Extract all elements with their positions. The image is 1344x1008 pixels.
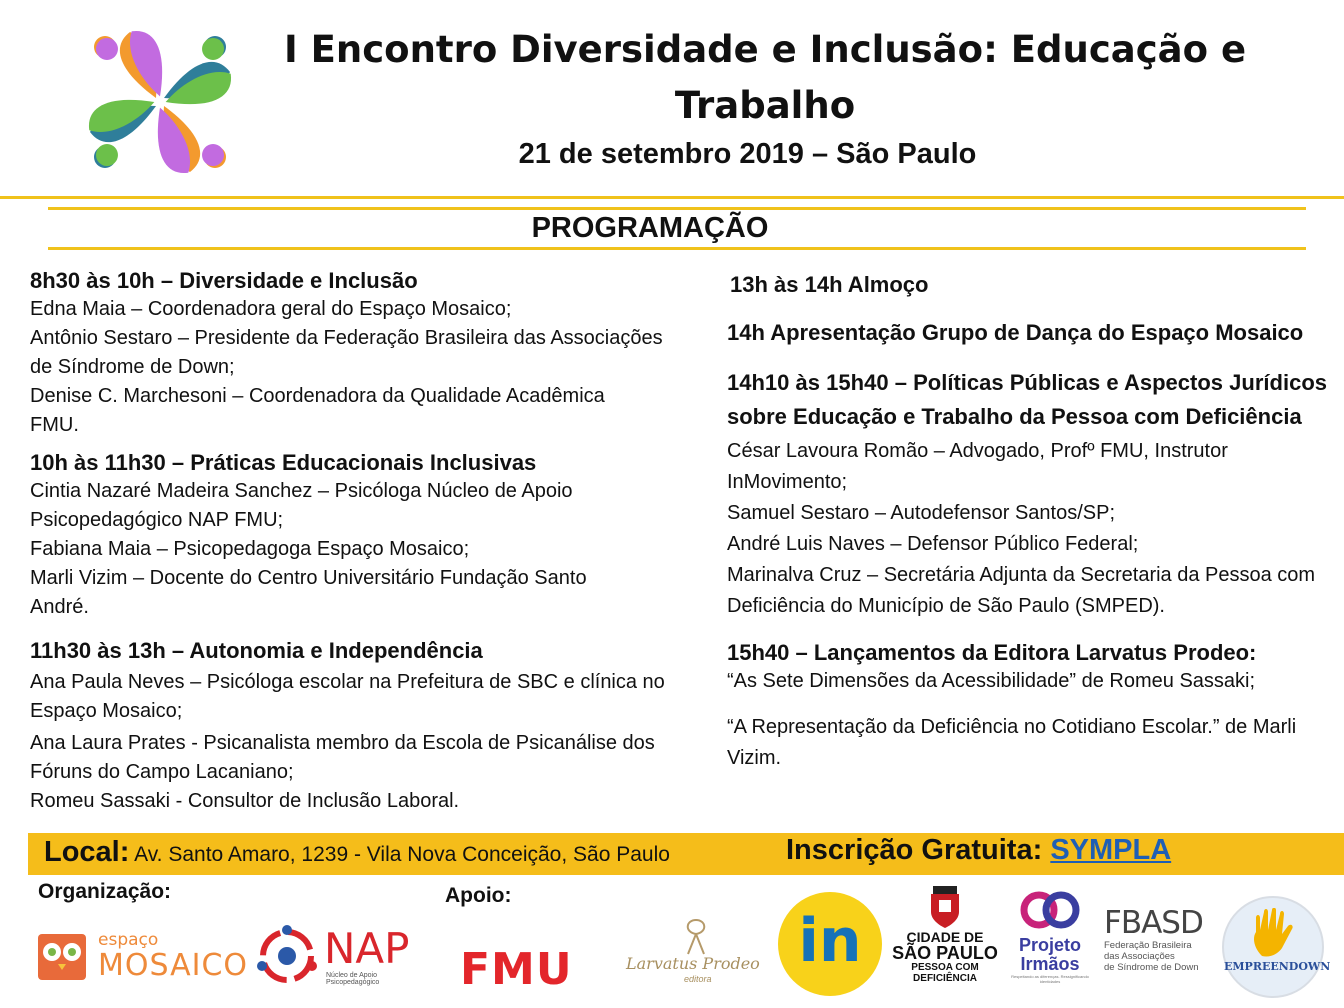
inmovimento-logo [778, 892, 882, 996]
location-label: Local: [44, 836, 130, 868]
program-left-column [30, 266, 710, 816]
projeto-irmaos-logo [1008, 886, 1092, 994]
in-text: in [798, 906, 862, 976]
linked-circles-icon [1015, 886, 1085, 936]
speaker-line: FMU. [30, 414, 79, 436]
fbasd-line3: de Síndrome de Down [1104, 962, 1199, 973]
event-title [270, 22, 1260, 134]
speaker-line: Antônio Sestaro – Presidente da Federação Brasileira das Associações [30, 327, 663, 349]
event-title-line1: I Encontro Diversidade e Inclusão: Educação e [283, 28, 1247, 71]
speaker-line: Edna Maia – Coordenadora geral do Espaço Mosaico; [30, 298, 512, 320]
speaker-line: Psicopedagógico NAP FMU; [30, 509, 284, 531]
registration [786, 834, 1171, 867]
divider-prog-top [48, 207, 1306, 210]
cidade-line3: PESSOA COM [911, 962, 979, 973]
divider-prog-bottom [48, 247, 1306, 250]
speaker-line: Denise C. Marchesoni – Coordenadora da Qualidade Acadêmica [30, 385, 605, 407]
section-title: PROGRAMAÇÃO [531, 212, 769, 244]
speaker-line: Samuel Sestaro – Autodefensor Santos/SP; [727, 502, 1116, 524]
organization-label: Organização: [38, 880, 172, 903]
owl-icon [36, 932, 88, 982]
projeto-line2: Irmãos [1020, 954, 1080, 974]
fbasd-text: FBASD [1104, 905, 1203, 941]
cidade-line2: SÃO PAULO [892, 943, 998, 963]
larvatus-text: Larvatus Prodeo [626, 954, 760, 973]
session-heading: 11h30 às 13h – Autonomia e Independência [30, 638, 483, 663]
mosaico-small-text: espaço [98, 930, 159, 950]
speaker-line: Fabiana Maia – Psicopedagoga Espaço Mosaico; [30, 538, 470, 560]
speaker-line: Ana Paula Neves – Psicóloga escolar na Prefeitura de SBC e clínica no [30, 671, 665, 693]
nap-logo [254, 922, 424, 990]
fbasd-line2: das Associações [1104, 951, 1175, 962]
support-label: Apoio: [445, 884, 512, 907]
larvatus-subtitle: editora [684, 974, 712, 984]
nap-text: NAP [324, 924, 410, 973]
speaker-line: Ana Laura Prates - Psicanalista membro da Escola de Psicanálise dos [30, 732, 655, 754]
event-logo [74, 16, 246, 188]
larvatus-prodeo-logo [622, 916, 772, 988]
cidade-line4: DEFICIÊNCIA [913, 973, 977, 984]
empreendown-logo [1222, 896, 1331, 998]
mosaico-big-text: MOSAICO [98, 948, 249, 983]
speaker-line: André Luis Naves – Defensor Público Federal; [727, 533, 1139, 555]
city-crest-icon [925, 884, 965, 930]
registration-label: Inscrição Gratuita: [786, 834, 1043, 866]
launch-heading: 15h40 – Lançamentos da Editora Larvatus Prodeo: [727, 640, 1257, 665]
speaker-line: César Lavoura Romão – Advogado, Profº FMU, Instrutor InMovimento; [727, 440, 1228, 493]
book-line: “As Sete Dimensões da Acessibilidade” de Romeu Sassaki; [727, 670, 1256, 692]
cidade-line1: CIDADE DE [906, 929, 984, 945]
sympla-link[interactable]: SYMPLA [1050, 834, 1172, 866]
program-right-column [727, 266, 1327, 774]
event-title-line2: Trabalho [674, 84, 856, 127]
panel-heading: 14h10 às 15h40 – Políticas Públicas e Aspectos Jurídicos sobre Educação e Trabalho da Pessoa com Deficiência [727, 370, 1327, 429]
speaker-line: Cintia Nazaré Madeira Sanchez – Psicóloga Núcleo de Apoio [30, 480, 573, 502]
speaker-line: André. [30, 596, 89, 618]
event-date: 21 de setembro 2019 – São Paulo [518, 138, 977, 170]
location [44, 836, 670, 869]
fbasd-line1: Federação Brasileira [1104, 940, 1192, 951]
session-heading: 8h30 às 10h – Diversidade e Inclusão [30, 268, 418, 293]
projeto-line1: Projeto [1018, 935, 1081, 955]
empreendown-text: EMPREENDOWN [1224, 960, 1331, 973]
speaker-line: de Síndrome de Down; [30, 356, 235, 378]
location-address: Av. Santo Amaro, 1239 - Vila Nova Conceição, São Paulo [134, 843, 670, 866]
session-heading: 10h às 11h30 – Práticas Educacionais Inclusivas [30, 450, 537, 475]
speaker-line: Espaço Mosaico; [30, 700, 183, 722]
dance-heading: 14h Apresentação Grupo de Dança do Espaço Mosaico [727, 320, 1304, 345]
speaker-line: Fóruns do Campo Lacaniano; [30, 761, 294, 783]
nap-subtitle: Núcleo de Apoio Psicopedagógico [326, 972, 380, 986]
mask-ribbon-icon [678, 916, 714, 956]
speaker-line: Romeu Sassaki - Consultor de Inclusão Laboral. [30, 790, 460, 812]
hand-icon [1246, 908, 1300, 958]
cidade-sao-paulo-logo [890, 884, 1000, 996]
nap-people-icon [254, 924, 320, 988]
fmu-logo: FMU [460, 944, 573, 995]
book-line: “A Representação da Deficiência no Cotidiano Escolar.” de Marli Vizim. [727, 716, 1297, 769]
speaker-line: Marinalva Cruz – Secretária Adjunta da Secretaria da Pessoa com Deficiência do Município de São Paulo (SMPED). [727, 564, 1316, 617]
lunch-heading: 13h às 14h Almoço [730, 272, 929, 297]
espaco-mosaico-logo [36, 930, 249, 983]
speaker-line: Marli Vizim – Docente do Centro Universitário Fundação Santo [30, 567, 587, 589]
divider-top [0, 196, 1344, 199]
fbasd-logo [1104, 906, 1208, 980]
projeto-subtitle: Respeitando as diferenças. Ressignificando identidades [1011, 974, 1089, 984]
